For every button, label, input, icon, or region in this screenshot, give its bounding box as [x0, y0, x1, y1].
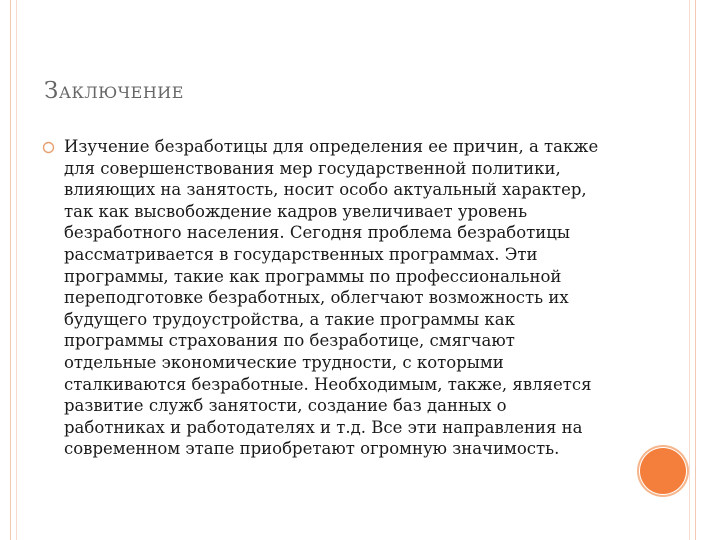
- bullet-text: Изучение безработицы для определения ее причин, а также для совершенствования мер государственной политики, влияющих на занятость, носит особо актуальный характер, так как высвобождение кадров увеличивает уровень безработного населения. Сегодня проблема безработицы рассматривается в государственных программах. Эти программы, такие как программы по профессиональной переподготовке безработных, облегчают возможность их будущего трудоустройства, а такие программы как программы страхования по безработице, смягчают отдельные экономические трудности, с которыми сталкиваются безработные. Необходимым, также, является развитие служб занятости, создание баз данных о работниках и работодателях и т.д. Все эти направления на современном этапе приобретают огромную значимость.: [64, 137, 599, 459]
- bullet-item: [42, 136, 612, 460]
- circle-bullet-icon: [42, 141, 55, 154]
- decorative-circle: [640, 448, 686, 494]
- slide-title: Заключение: [44, 78, 184, 104]
